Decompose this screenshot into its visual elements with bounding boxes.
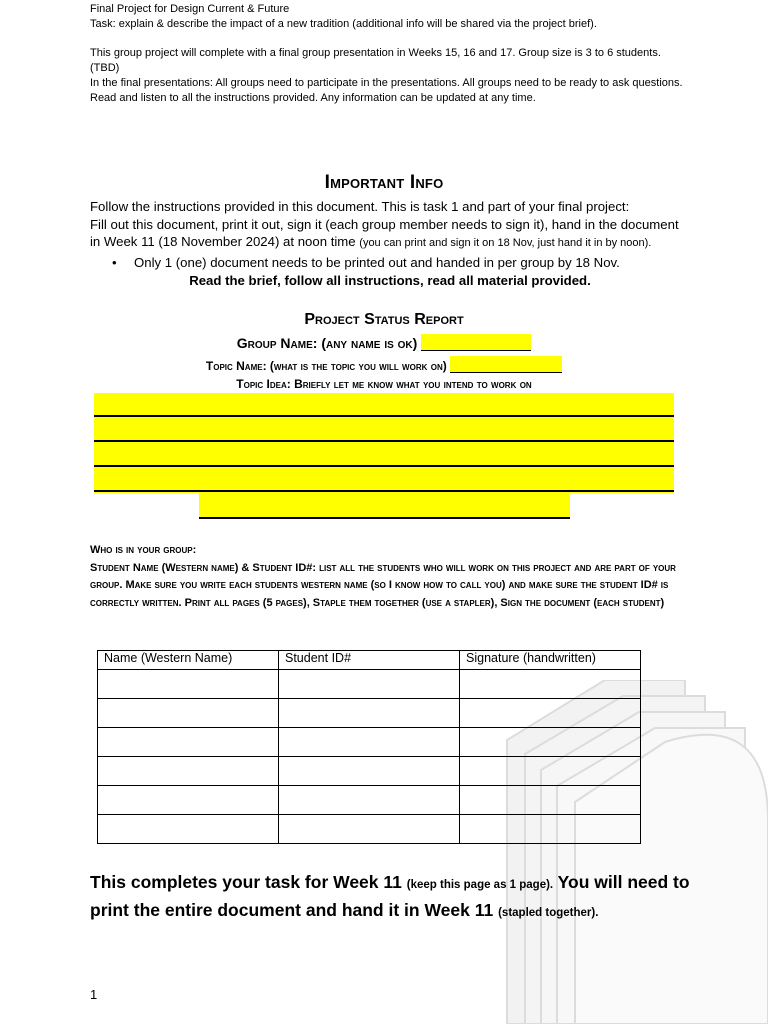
presentation-info: This group project will complete with a final group presentation in Weeks 15, 16 and 17. Group size is 3 to 6 students. (TBD) [90,47,661,74]
student-id-cell[interactable] [279,786,460,815]
fill-out-text: Fill out this document, print it out, sign it (each group member needs to sign it), hand in the document in Week 11 (18 November 2024) at noon time [90,216,679,249]
who-heading: Who is in your group: [90,544,197,556]
topic-idea-label: Topic Idea: Briefly let me know what you intend to work on [236,377,532,391]
page-number: 1 [90,987,98,1002]
bullet-icon: • [112,254,117,270]
table-row [98,699,641,728]
completion-note [90,870,690,926]
completion-note-2: (stapled together). [498,907,599,919]
student-id-cell[interactable] [279,815,460,844]
completion-note-1: (keep this page as 1 page). [406,879,554,891]
students-table [97,650,641,844]
idea-underline [94,490,674,492]
header-student-id: Student ID# [279,651,460,670]
task-line: Task: explain & describe the impact of a new tradition (additional info will be shared via the project brief). [90,18,597,30]
important-info-title: Important Info [324,172,444,193]
topic-idea-field[interactable] [94,393,674,493]
signature-cell[interactable] [460,786,641,815]
name-cell[interactable] [98,699,279,728]
bullet-item [90,254,690,272]
student-id-cell[interactable] [279,670,460,699]
topic-name-row [0,356,768,373]
completion-text-2: You will need to print the entire document and hand it in Week 11 [90,872,690,920]
group-members-instructions [90,542,690,612]
group-name-row [0,334,768,351]
group-name-field[interactable] [421,334,531,351]
group-name-label: Group Name: (any name is ok) [236,335,418,351]
completion-text-1: This completes your task for Week 11 [90,872,402,892]
document-header [90,2,690,106]
table-header-row [98,651,641,670]
bullet-text: Only 1 (one) document needs to be printed out and handed in per group by 18 Nov. [134,254,620,270]
idea-underline [94,415,674,417]
table-row [98,815,641,844]
instructions-line: Follow the instructions provided in this document. This is task 1 and part of your final project: [90,199,630,214]
student-id-cell[interactable] [279,699,460,728]
fill-out-note: (you can print and sign it on 18 Nov, just hand it in by noon). [359,237,652,249]
name-cell[interactable] [98,815,279,844]
topic-name-field[interactable] [450,356,562,373]
name-cell[interactable] [98,786,279,815]
header-name: Name (Western Name) [98,651,279,670]
important-info-body [90,198,690,290]
idea-underline [94,465,674,467]
name-cell[interactable] [98,728,279,757]
name-cell[interactable] [98,757,279,786]
presentation-rules: In the final presentations: All groups need to participate in the presentations. All groups need to be ready to ask questions. Read and listen to all the instructions provided. Any information can be updated at any time. [90,77,683,104]
signature-cell[interactable] [460,757,641,786]
name-cell[interactable] [98,670,279,699]
status-report-title: Project Status Report [304,311,464,328]
header-signature: Signature (handwritten) [460,651,641,670]
student-id-cell[interactable] [279,757,460,786]
signature-cell[interactable] [460,728,641,757]
fill-out-instructions [90,216,690,253]
course-title: Final Project for Design Current & Future [90,3,290,15]
who-instructions: Student Name (Western name) & Student ID#: list all the students who will work on this project and are part of your group. Make sure you write each students western name (so I know how to call you) and make sure the student ID# is correctly written. Print all pages (5 pages), Staple them together (use a stapler), Sign the document (each student) [90,561,676,609]
table-row [98,786,641,815]
topic-name-label: Topic Name: (what is the topic you will work on) [205,359,447,373]
student-id-cell[interactable] [279,728,460,757]
signature-cell[interactable] [460,670,641,699]
read-brief-line: Read the brief, follow all instructions, read all material provided. [189,273,591,288]
topic-idea-last-line[interactable] [199,493,570,519]
signature-cell[interactable] [460,699,641,728]
table-row [98,670,641,699]
table-row [98,757,641,786]
signature-cell[interactable] [460,815,641,844]
idea-underline [94,440,674,442]
table-row [98,728,641,757]
